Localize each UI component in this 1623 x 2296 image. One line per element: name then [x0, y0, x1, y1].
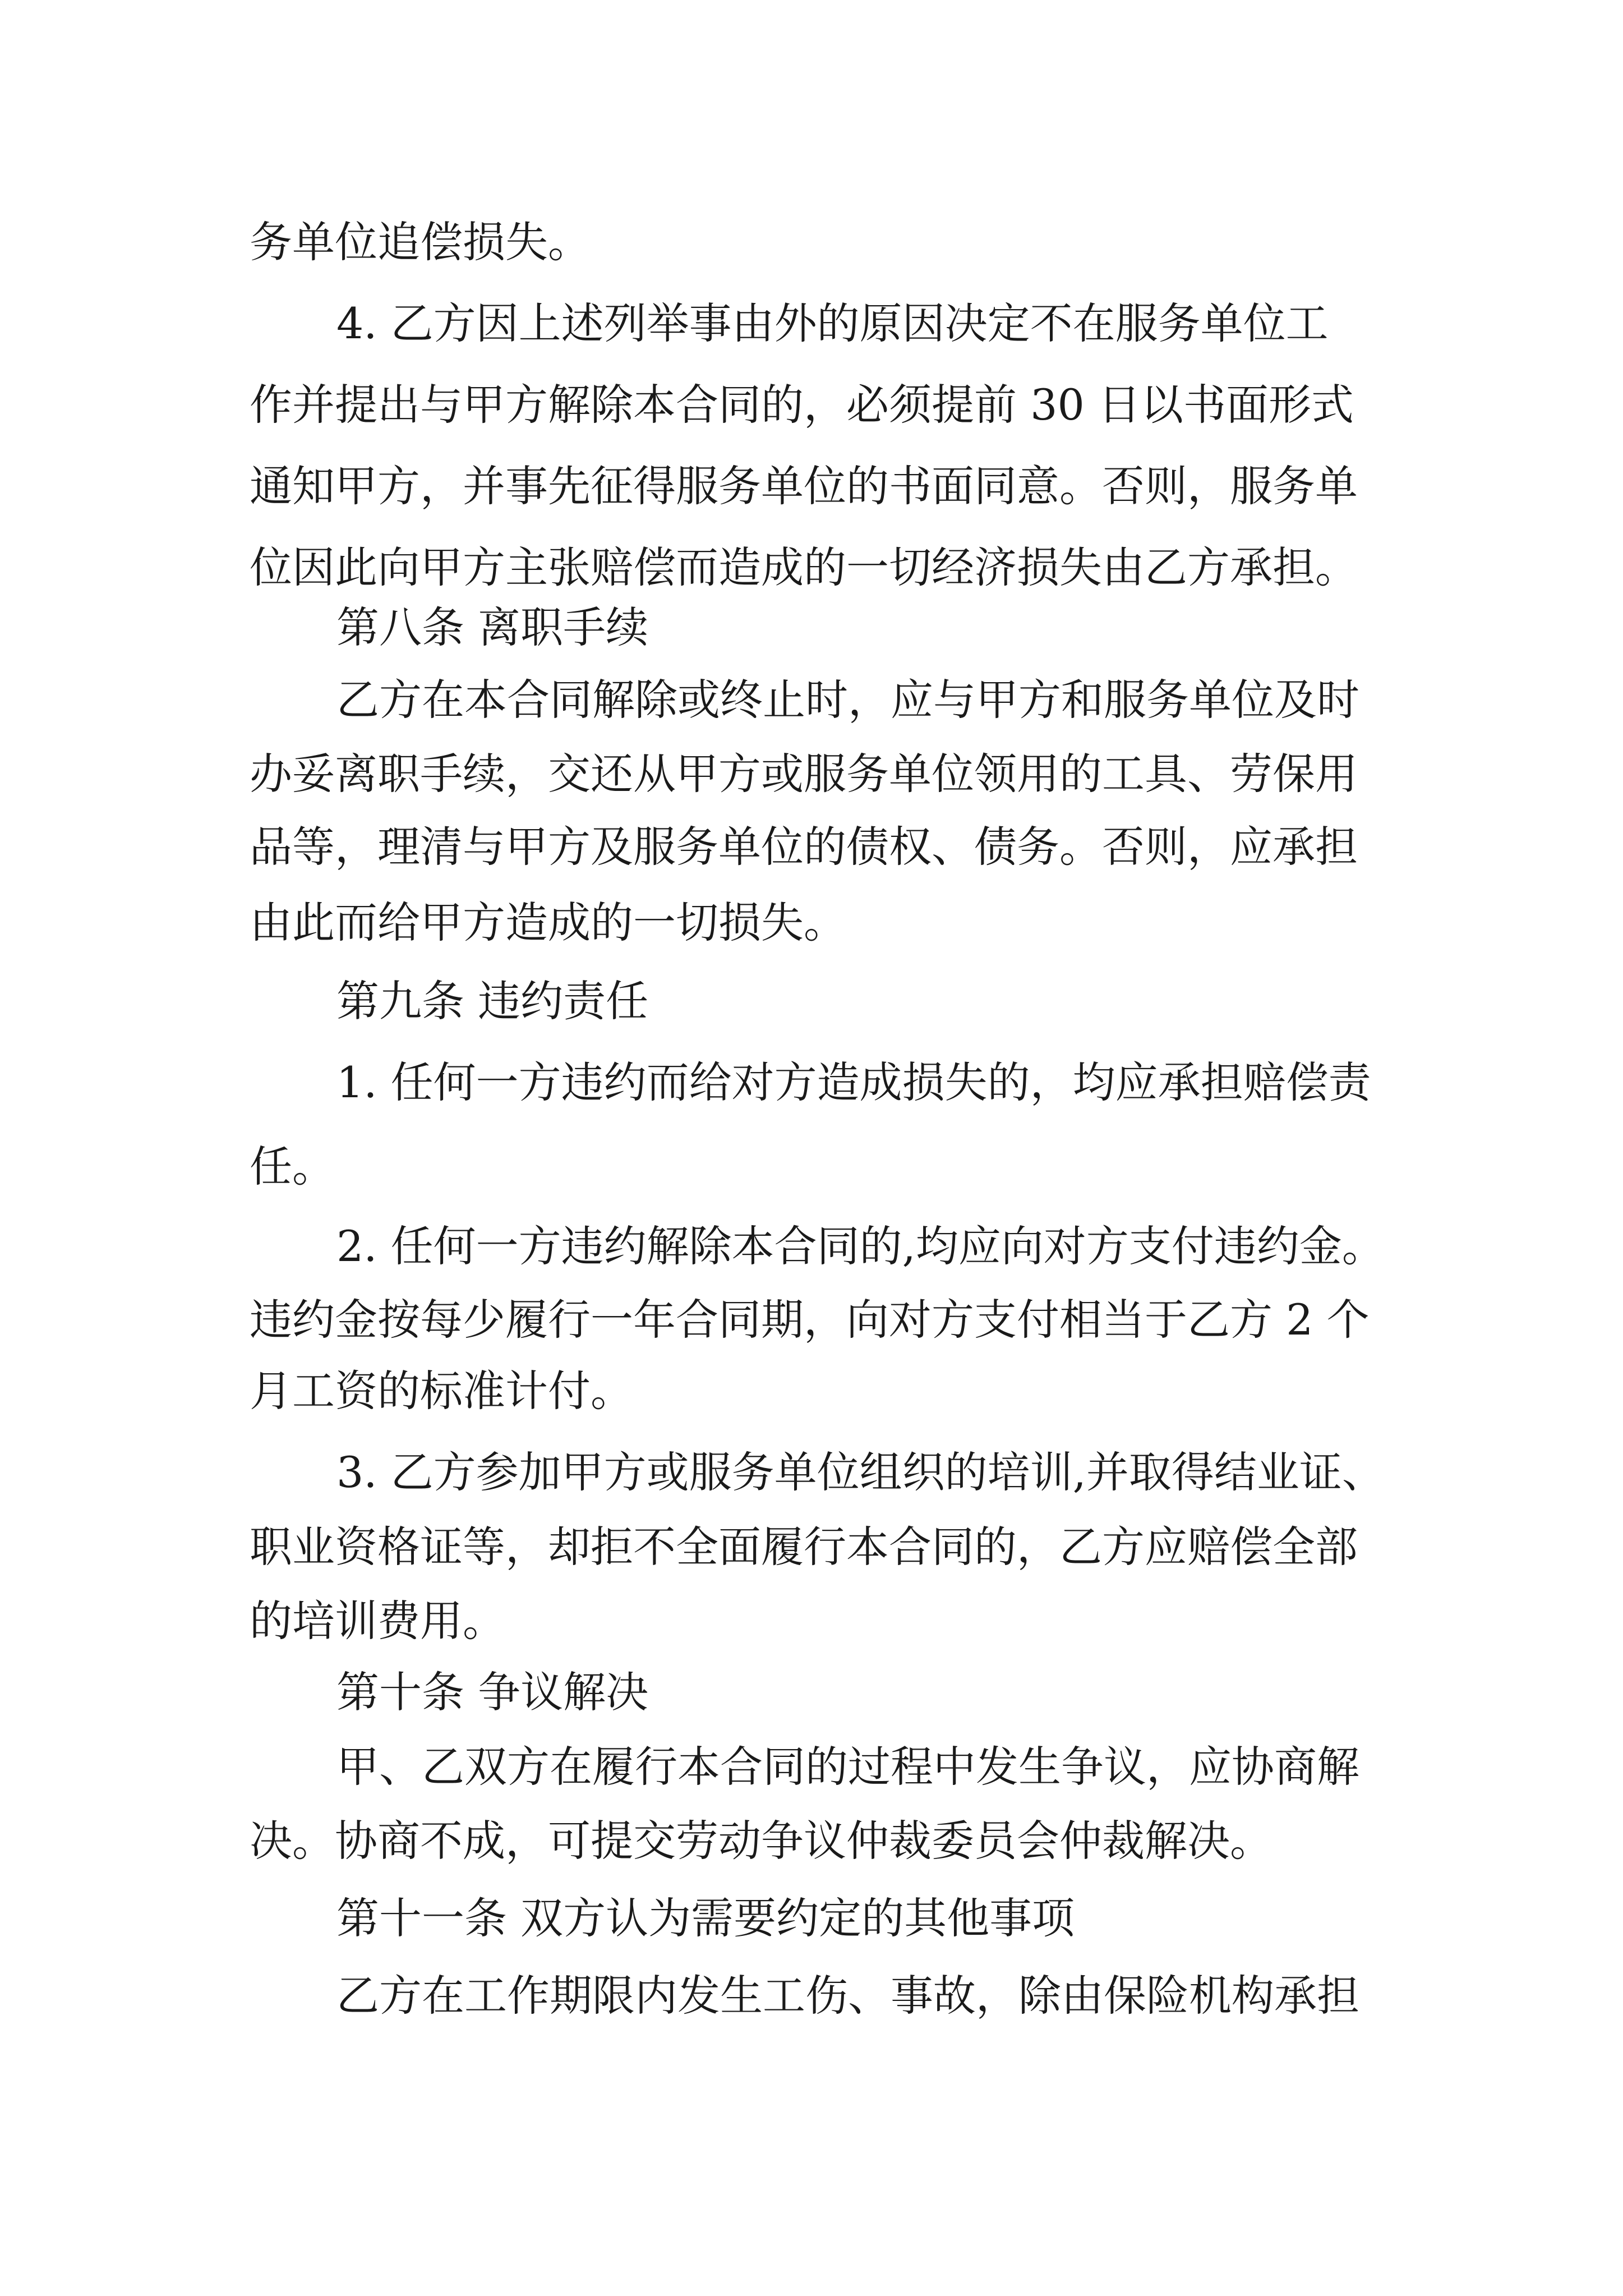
text-line: 2. 任何一方违约解除本合同的,均应向对方支付违约金。 [336, 1221, 1385, 1271]
text-line: 乙方在工作期限内发生工伤、事故，除由保险机构承担 [336, 1971, 1359, 2021]
text-line: 品等，理清与甲方及服务单位的债权、债务。否则，应承担 [250, 822, 1358, 872]
text-line: 办妥离职手续，交还从甲方或服务单位领用的工具、劳保用 [250, 749, 1358, 799]
text-line: 1. 任何一方违约而给对方造成损失的，均应承担赔偿责 [336, 1057, 1371, 1107]
section-heading: 第八条 离职手续 [336, 602, 649, 652]
text-line: 4. 乙方因上述列举事由外的原因决定不在服务单位工 [336, 298, 1329, 348]
text-line: 乙方在本合同解除或终止时，应与甲方和服务单位及时 [336, 675, 1359, 725]
text-line: 月工资的标准计付。 [250, 1366, 633, 1416]
text-line: 位因此向甲方主张赔偿而造成的一切经济损失由乙方承担。 [250, 542, 1358, 592]
text-line: 通知甲方，并事先征得服务单位的书面同意。否则，服务单 [250, 461, 1358, 511]
text-line: 务单位追偿损失。 [250, 217, 591, 267]
section-heading: 第十条 争议解决 [336, 1667, 649, 1717]
text-line: 的培训费用。 [250, 1596, 505, 1646]
text-line: 职业资格证等，却拒不全面履行本合同的，乙方应赔偿全部 [250, 1522, 1358, 1572]
text-line: 由此而给甲方造成的一切损失。 [250, 898, 846, 947]
text-line: 3. 乙方参加甲方或服务单位组织的培训,并取得结业证、 [336, 1447, 1385, 1497]
text-line: 决。协商不成，可提交劳动争议仲裁委员会仲裁解决。 [250, 1816, 1272, 1866]
text-line: 任。 [250, 1142, 335, 1191]
text-line: 甲、乙双方在履行本合同的过程中发生争议，应协商解 [336, 1742, 1359, 1792]
text-line: 违约金按每少履行一年合同期，向对方支付相当于乙方 2 个 [250, 1295, 1370, 1345]
section-heading: 第十一条 双方认为需要约定的其他事项 [336, 1893, 1075, 1943]
text-line: 作并提出与甲方解除本合同的，必须提前 30 日以书面形式 [250, 380, 1354, 430]
section-heading: 第九条 违约责任 [336, 976, 649, 1026]
